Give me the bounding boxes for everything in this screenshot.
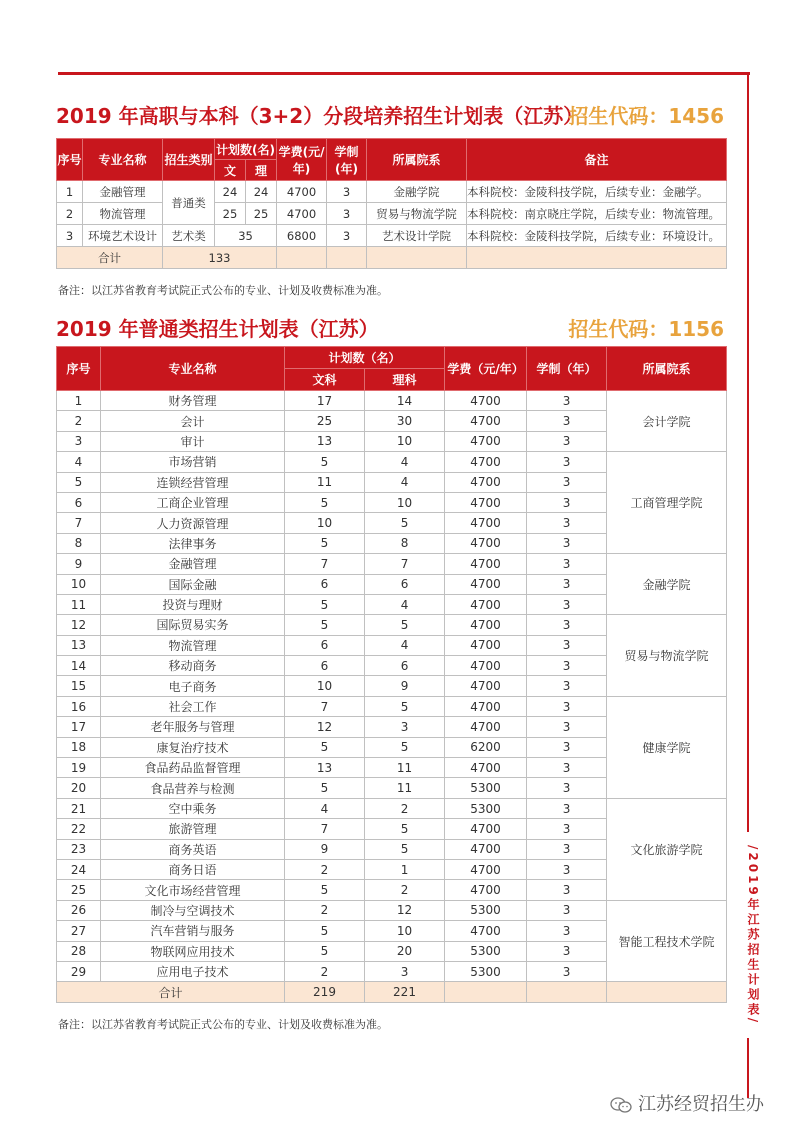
table-row <box>57 615 727 635</box>
cell-seq: 16 <box>57 696 101 716</box>
cell-fee: 4700 <box>445 717 527 737</box>
cell-seq: 24 <box>57 859 101 879</box>
cell-years: 3 <box>327 181 367 203</box>
cell-years: 3 <box>527 615 607 635</box>
cell-type: 普通类 <box>163 181 215 225</box>
cell-fee: 4700 <box>445 615 527 635</box>
cell-college: 会计学院 <box>607 391 727 452</box>
header-seq: 序号 <box>57 347 101 391</box>
cell-major: 法律事务 <box>101 533 285 553</box>
cell-major: 财务管理 <box>101 391 285 411</box>
cell-major: 社会工作 <box>101 696 285 716</box>
total-empty <box>527 982 607 1002</box>
cell-fee: 4700 <box>445 411 527 431</box>
footer <box>610 1090 764 1116</box>
cell-wen: 5 <box>285 778 365 798</box>
header-wen: 文 <box>215 160 246 181</box>
cell-wen: 5 <box>285 941 365 961</box>
cell-fee: 5300 <box>445 941 527 961</box>
cell-li: 5 <box>365 819 445 839</box>
cell-fee: 4700 <box>445 696 527 716</box>
total-value: 133 <box>163 247 277 269</box>
cell-seq: 25 <box>57 880 101 900</box>
cell-major: 国际金融 <box>101 574 285 594</box>
table-3plus2 <box>56 138 727 269</box>
cell-li: 3 <box>365 961 445 981</box>
cell-wen: 11 <box>285 472 365 492</box>
cell-major: 老年服务与管理 <box>101 717 285 737</box>
header-li: 理科 <box>365 369 445 391</box>
cell-li: 11 <box>365 778 445 798</box>
cell-li: 10 <box>365 921 445 941</box>
section2-note: 备注：以江苏省教育考试院正式公布的专业、计划及收费标准为准。 <box>58 1018 388 1031</box>
table-row <box>57 225 727 247</box>
cell-li: 8 <box>365 533 445 553</box>
cell-fee: 4700 <box>445 819 527 839</box>
cell-wen: 25 <box>285 411 365 431</box>
cell-years: 3 <box>527 513 607 533</box>
total-empty <box>445 982 527 1002</box>
cell-seq: 21 <box>57 798 101 818</box>
cell-remark: 本科院校：金陵科技学院，后续专业：金融学。 <box>467 181 727 203</box>
cell-wen: 25 <box>215 203 246 225</box>
cell-wen: 10 <box>285 676 365 696</box>
cell-years: 3 <box>527 656 607 676</box>
cell-wen: 5 <box>285 492 365 512</box>
cell-years: 3 <box>527 737 607 757</box>
header-fee: 学费（元/年） <box>445 347 527 391</box>
cell-fee: 6200 <box>445 737 527 757</box>
header-li: 理 <box>246 160 277 181</box>
cell-fee: 4700 <box>445 554 527 574</box>
cell-fee: 4700 <box>445 472 527 492</box>
cell-wen: 5 <box>285 737 365 757</box>
cell-years: 3 <box>527 758 607 778</box>
cell-wen: 6 <box>285 574 365 594</box>
cell-seq: 3 <box>57 431 101 451</box>
table-row <box>57 203 727 225</box>
cell-fee: 4700 <box>445 880 527 900</box>
wechat-icon <box>610 1097 632 1113</box>
cell-seq: 7 <box>57 513 101 533</box>
side-rule-bottom <box>747 1038 749 1098</box>
cell-wen: 6 <box>285 635 365 655</box>
cell-fee: 4700 <box>445 492 527 512</box>
cell-fee: 5300 <box>445 778 527 798</box>
cell-major: 审计 <box>101 431 285 451</box>
cell-college: 金融学院 <box>607 554 727 615</box>
cell-seq: 17 <box>57 717 101 737</box>
cell-wen: 5 <box>285 615 365 635</box>
cell-years: 3 <box>527 594 607 614</box>
cell-plan: 35 <box>215 225 277 247</box>
cell-seq: 11 <box>57 594 101 614</box>
cell-wen: 6 <box>285 656 365 676</box>
table-row <box>57 696 727 716</box>
cell-seq: 28 <box>57 941 101 961</box>
cell-years: 3 <box>527 431 607 451</box>
cell-remark: 本科院校：南京晓庄学院，后续专业：物流管理。 <box>467 203 727 225</box>
cell-li: 5 <box>365 513 445 533</box>
cell-wen: 10 <box>285 513 365 533</box>
cell-li: 30 <box>365 411 445 431</box>
cell-li: 5 <box>365 696 445 716</box>
cell-seq: 1 <box>57 391 101 411</box>
header-fee: 学费(元/年) <box>277 139 327 181</box>
cell-major: 金融管理 <box>101 554 285 574</box>
cell-seq: 6 <box>57 492 101 512</box>
cell-seq: 12 <box>57 615 101 635</box>
cell-fee: 4700 <box>445 676 527 696</box>
cell-seq: 3 <box>57 225 83 247</box>
table-row <box>57 798 727 818</box>
cell-seq: 9 <box>57 554 101 574</box>
cell-major: 移动商务 <box>101 656 285 676</box>
cell-wen: 2 <box>285 900 365 920</box>
cell-major: 物流管理 <box>101 635 285 655</box>
side-rule <box>747 72 749 832</box>
cell-seq: 20 <box>57 778 101 798</box>
cell-li: 6 <box>365 574 445 594</box>
cell-fee: 4700 <box>445 635 527 655</box>
header-years: 学制(年) <box>327 139 367 181</box>
cell-years: 3 <box>527 472 607 492</box>
cell-college: 工商管理学院 <box>607 452 727 554</box>
cell-major: 食品营养与检测 <box>101 778 285 798</box>
cell-fee: 5300 <box>445 798 527 818</box>
header-years: 学制（年） <box>527 347 607 391</box>
cell-major: 商务英语 <box>101 839 285 859</box>
cell-seq: 1 <box>57 181 83 203</box>
cell-seq: 2 <box>57 203 83 225</box>
header-major: 专业名称 <box>83 139 163 181</box>
cell-type: 艺术类 <box>163 225 215 247</box>
header-remark: 备注 <box>467 139 727 181</box>
cell-major: 工商企业管理 <box>101 492 285 512</box>
side-label: /2019年江苏招生计划表/ <box>746 845 760 1026</box>
cell-fee: 4700 <box>445 431 527 451</box>
header-wen: 文科 <box>285 369 365 391</box>
cell-wen: 5 <box>285 452 365 472</box>
cell-major: 物联网应用技术 <box>101 941 285 961</box>
cell-li: 4 <box>365 472 445 492</box>
cell-seq: 23 <box>57 839 101 859</box>
cell-years: 3 <box>527 635 607 655</box>
cell-wen: 4 <box>285 798 365 818</box>
cell-wen: 12 <box>285 717 365 737</box>
cell-li: 2 <box>365 880 445 900</box>
cell-fee: 4700 <box>445 391 527 411</box>
cell-years: 3 <box>527 880 607 900</box>
cell-major: 人力资源管理 <box>101 513 285 533</box>
cell-seq: 2 <box>57 411 101 431</box>
cell-major: 应用电子技术 <box>101 961 285 981</box>
section2-title: 2019 年普通类招生计划表（江苏） <box>56 317 379 341</box>
table-row <box>57 452 727 472</box>
cell-years: 3 <box>527 900 607 920</box>
cell-college: 贸易与物流学院 <box>607 615 727 697</box>
header-college: 所属院系 <box>607 347 727 391</box>
cell-years: 3 <box>527 574 607 594</box>
cell-fee: 5300 <box>445 961 527 981</box>
cell-li: 25 <box>246 203 277 225</box>
cell-seq: 26 <box>57 900 101 920</box>
cell-college: 金融学院 <box>367 181 467 203</box>
cell-years: 3 <box>527 941 607 961</box>
header-plan: 计划数(名) <box>215 139 277 160</box>
footer-text: 江苏经贸招生办 <box>638 1094 764 1115</box>
table-row <box>57 554 727 574</box>
cell-wen: 7 <box>285 554 365 574</box>
cell-years: 3 <box>527 391 607 411</box>
cell-college: 艺术设计学院 <box>367 225 467 247</box>
cell-remark: 本科院校：金陵科技学院，后续专业：环境设计。 <box>467 225 727 247</box>
section1-title: 2019 年高职与本科（3+2）分段培养招生计划表（江苏） <box>56 104 584 128</box>
table-row <box>57 391 727 411</box>
cell-fee: 4700 <box>445 574 527 594</box>
cell-major: 制冷与空调技术 <box>101 900 285 920</box>
cell-wen: 7 <box>285 696 365 716</box>
cell-fee: 4700 <box>277 181 327 203</box>
cell-li: 5 <box>365 839 445 859</box>
cell-major: 空中乘务 <box>101 798 285 818</box>
cell-years: 3 <box>527 961 607 981</box>
cell-seq: 29 <box>57 961 101 981</box>
cell-wen: 5 <box>285 880 365 900</box>
cell-seq: 19 <box>57 758 101 778</box>
cell-li: 3 <box>365 717 445 737</box>
cell-seq: 13 <box>57 635 101 655</box>
cell-years: 3 <box>527 554 607 574</box>
total-row <box>57 247 727 269</box>
cell-years: 3 <box>527 859 607 879</box>
cell-fee: 4700 <box>445 921 527 941</box>
cell-major: 金融管理 <box>83 181 163 203</box>
header-seq: 序号 <box>57 139 83 181</box>
cell-major: 国际贸易实务 <box>101 615 285 635</box>
cell-years: 3 <box>527 819 607 839</box>
header-type: 招生类别 <box>163 139 215 181</box>
cell-major: 康复治疗技术 <box>101 737 285 757</box>
table-row <box>57 181 727 203</box>
cell-li: 5 <box>365 615 445 635</box>
cell-seq: 27 <box>57 921 101 941</box>
cell-major: 文化市场经营管理 <box>101 880 285 900</box>
cell-li: 7 <box>365 554 445 574</box>
cell-major: 汽车营销与服务 <box>101 921 285 941</box>
cell-years: 3 <box>527 778 607 798</box>
cell-years: 3 <box>527 676 607 696</box>
section1-code: 招生代码：1456 <box>568 104 724 128</box>
cell-wen: 5 <box>285 533 365 553</box>
section2-code: 招生代码：1156 <box>568 317 724 341</box>
cell-li: 14 <box>365 391 445 411</box>
cell-seq: 4 <box>57 452 101 472</box>
table-row <box>57 900 727 920</box>
cell-fee: 4700 <box>445 839 527 859</box>
cell-wen: 13 <box>285 758 365 778</box>
cell-years: 3 <box>327 203 367 225</box>
cell-li: 12 <box>365 900 445 920</box>
cell-fee: 6800 <box>277 225 327 247</box>
cell-wen: 9 <box>285 839 365 859</box>
cell-fee: 4700 <box>445 656 527 676</box>
cell-major: 市场营销 <box>101 452 285 472</box>
cell-fee: 4700 <box>277 203 327 225</box>
cell-seq: 18 <box>57 737 101 757</box>
cell-major: 电子商务 <box>101 676 285 696</box>
cell-li: 4 <box>365 594 445 614</box>
cell-fee: 5300 <box>445 900 527 920</box>
header-major: 专业名称 <box>101 347 285 391</box>
total-li: 221 <box>365 982 445 1002</box>
header-college: 所属院系 <box>367 139 467 181</box>
cell-major: 会计 <box>101 411 285 431</box>
cell-seq: 5 <box>57 472 101 492</box>
cell-seq: 22 <box>57 819 101 839</box>
cell-li: 5 <box>365 737 445 757</box>
cell-wen: 13 <box>285 431 365 451</box>
cell-li: 2 <box>365 798 445 818</box>
cell-li: 24 <box>246 181 277 203</box>
cell-fee: 4700 <box>445 452 527 472</box>
cell-years: 3 <box>327 225 367 247</box>
section1-note: 备注：以江苏省教育考试院正式公布的专业、计划及收费标准为准。 <box>58 284 388 297</box>
cell-wen: 5 <box>285 921 365 941</box>
cell-major: 环境艺术设计 <box>83 225 163 247</box>
cell-wen: 7 <box>285 819 365 839</box>
cell-college: 文化旅游学院 <box>607 798 727 900</box>
cell-seq: 10 <box>57 574 101 594</box>
total-row <box>57 982 727 1002</box>
cell-college: 贸易与物流学院 <box>367 203 467 225</box>
top-rule <box>58 72 750 75</box>
cell-li: 4 <box>365 635 445 655</box>
total-label: 合计 <box>57 982 285 1002</box>
cell-years: 3 <box>527 411 607 431</box>
cell-years: 3 <box>527 492 607 512</box>
cell-major: 投资与理财 <box>101 594 285 614</box>
cell-fee: 4700 <box>445 758 527 778</box>
cell-fee: 4700 <box>445 859 527 879</box>
cell-li: 20 <box>365 941 445 961</box>
cell-li: 9 <box>365 676 445 696</box>
cell-major: 物流管理 <box>83 203 163 225</box>
cell-li: 10 <box>365 492 445 512</box>
cell-li: 1 <box>365 859 445 879</box>
cell-seq: 14 <box>57 656 101 676</box>
cell-wen: 24 <box>215 181 246 203</box>
cell-years: 3 <box>527 839 607 859</box>
cell-wen: 2 <box>285 961 365 981</box>
cell-fee: 4700 <box>445 513 527 533</box>
cell-li: 6 <box>365 656 445 676</box>
header-plan: 计划数（名） <box>285 347 445 369</box>
cell-years: 3 <box>527 452 607 472</box>
cell-major: 连锁经营管理 <box>101 472 285 492</box>
cell-wen: 5 <box>285 594 365 614</box>
total-label: 合计 <box>57 247 163 269</box>
cell-years: 3 <box>527 696 607 716</box>
cell-years: 3 <box>527 798 607 818</box>
cell-years: 3 <box>527 533 607 553</box>
total-wen: 219 <box>285 982 365 1002</box>
cell-college: 智能工程技术学院 <box>607 900 727 982</box>
cell-fee: 4700 <box>445 533 527 553</box>
table-general <box>56 346 727 1003</box>
cell-major: 旅游管理 <box>101 819 285 839</box>
cell-wen: 17 <box>285 391 365 411</box>
cell-li: 11 <box>365 758 445 778</box>
cell-major: 食品药品监督管理 <box>101 758 285 778</box>
cell-fee: 4700 <box>445 594 527 614</box>
cell-seq: 15 <box>57 676 101 696</box>
cell-major: 商务日语 <box>101 859 285 879</box>
cell-seq: 8 <box>57 533 101 553</box>
cell-li: 10 <box>365 431 445 451</box>
cell-years: 3 <box>527 717 607 737</box>
total-empty <box>607 982 727 1002</box>
cell-college: 健康学院 <box>607 696 727 798</box>
cell-li: 4 <box>365 452 445 472</box>
cell-wen: 2 <box>285 859 365 879</box>
cell-years: 3 <box>527 921 607 941</box>
